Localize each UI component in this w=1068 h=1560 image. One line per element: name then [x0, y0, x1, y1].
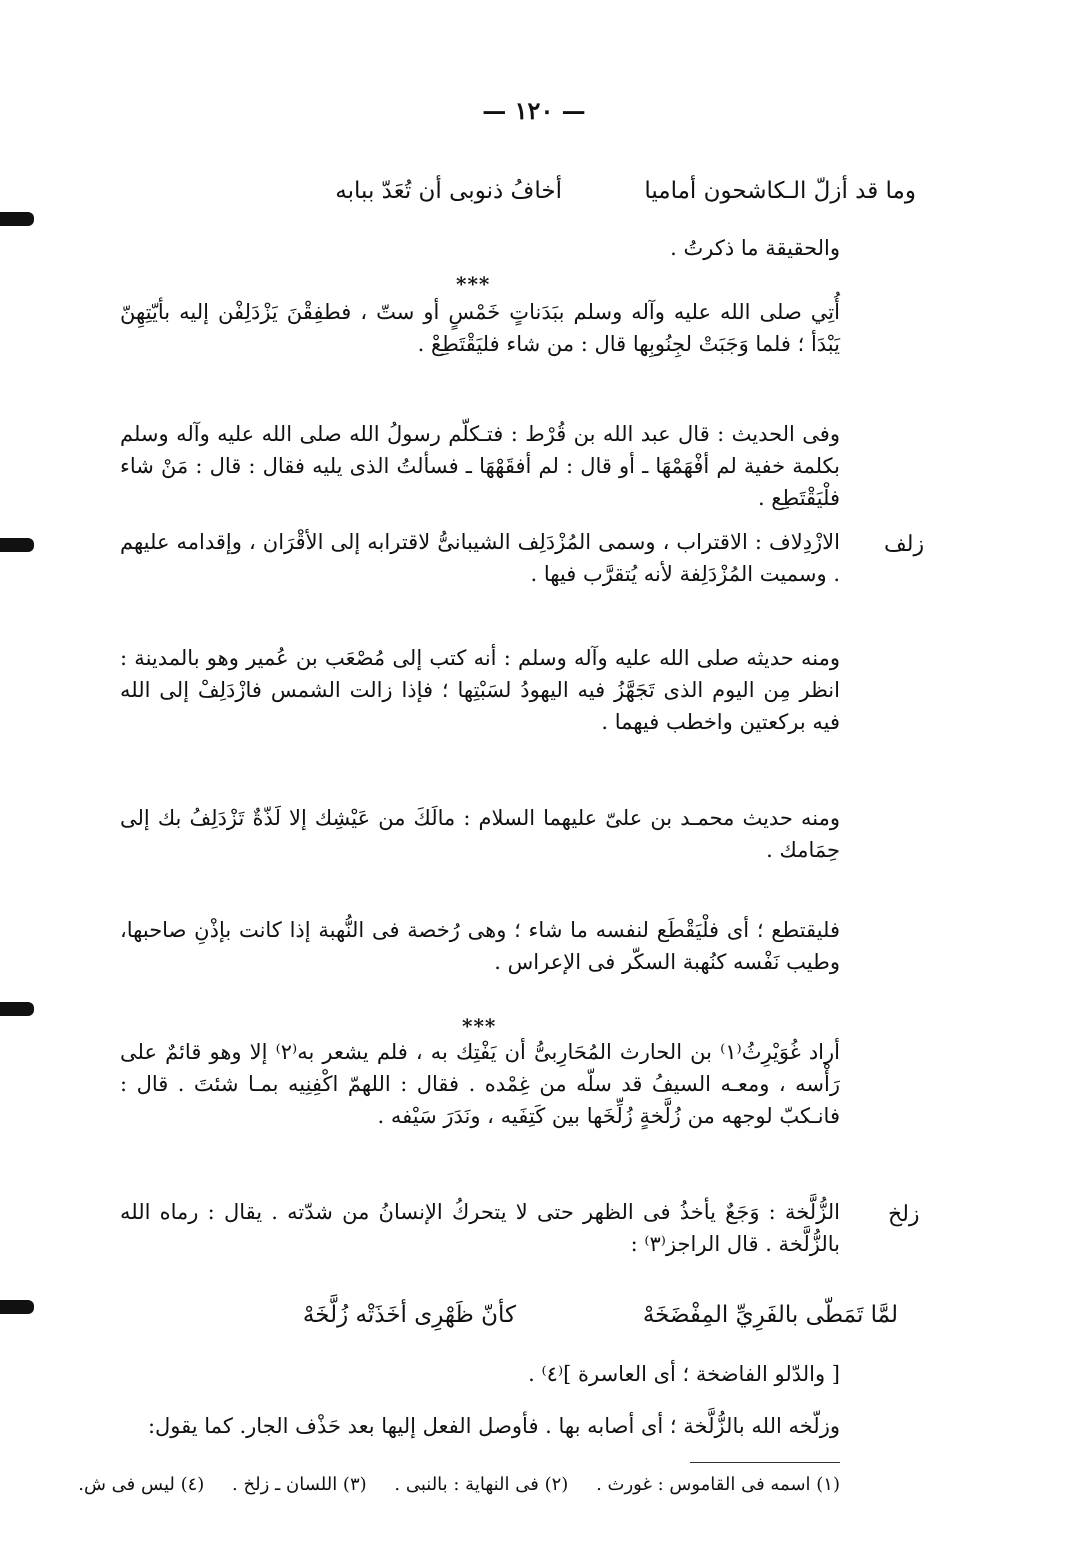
section-divider-stars: *** — [462, 1014, 497, 1038]
scan-edge-mark — [0, 538, 34, 552]
paragraph-zallakhahu: وزلّخه الله بالزُّلَّخة ؛ أى أصابه بها . فأوصل الفعل إليها بعد حَذْف الجار. كما يقول: — [147, 1414, 840, 1438]
footnote-3: (٣) اللسان ـ زلخ . — [232, 1474, 367, 1495]
paragraph-izdilaf-definition: الازْدِلاف : الاقتراب ، وسمى المُزْدَلِف الشيبانىُّ لاقترابه إلى الأقْرَان ، وإقدامه عليهم . وسميت المُزْدَلِفة لأنه يُتقرَّب فيها . — [120, 530, 840, 586]
paragraph-hadith-badanat: أُتِي صلى الله عليه وآله وسلم ببَدَناتٍ خَمْسٍ أو ستّ ، فطفِقْنَ يَزْدَلِفْن إليه بأيّتِهِنّ يَبْدَأ ؛ فلما وَجَبَتْ لجِنُوبِها قال : من شاء فليَقْتَطِعْ . — [120, 300, 840, 356]
footnotes — [78, 1472, 840, 1498]
paragraph-hadith-musab: ومنه حديثه صلى الله عليه وآله وسلم : أنه كتب إلى مُصْعَب بن عُمير وهو بالمدينة : انظر مِن اليوم الذى تَجَهَّزُ فيه اليهودُ لسَبْتِها ؛ فإذا زالت الشمس فازْدَلِفْ إلى الله فيه بركعتين واخطب فيهما . — [120, 646, 840, 734]
page-number: — ١٢٠ — — [482, 96, 586, 125]
scan-edge-mark — [0, 1002, 34, 1016]
scan-edge-mark — [0, 1300, 34, 1314]
verse-1-first-hemistich: أخافُ ذنوبى أن تُعَدّ ببابه — [335, 178, 562, 204]
scan-edge-mark — [0, 212, 34, 226]
verse-2-second-hemistich: لمَّا تَمَطّى بالفَرِيِّ المِفْضَخَهْ — [642, 1302, 898, 1328]
section-divider-stars: *** — [456, 272, 491, 296]
footnote-1: (١) اسمه فى القاموس : غورث . — [596, 1474, 840, 1495]
paragraph-hadith-muhammad: ومنه حديث محمـد بن علىّ عليهما السلام : مالَكَ من عَيْشِك إلا لَذّةٌ تَزْدَلِفُ بك إلى حِمَامك . — [120, 806, 840, 862]
margin-entry-zalaf: زلف — [884, 532, 925, 557]
margin-entry-zalakh: زلخ — [888, 1202, 920, 1227]
paragraph-conclusion: والحقيقة ما ذكرتُ . — [670, 236, 840, 260]
paragraph-hadith-abdallah: وفى الحديث : قال عبد الله بن قُرْط : فتـكلّم رسولُ الله صلى الله عليه وآله وسلم بكلمة خفية لم أفْهَمْهَا ـ أو قال : لم أفقَهْهَا ـ فسألتُ الذى يليه فقال : قال : مَنْ شاء فلْيَقْتَطِع . — [120, 422, 840, 510]
paragraph-faliyaqtati-explanation: فليقتطع ؛ أى فلْيَقْطَع لنفسه ما شاء ؛ وهى رُخصة فى النُّهبة إذا كانت بإذْنِ صاحبها، وطيب نَفْسه كنُهبة السكّر فى الإعراس . — [120, 918, 840, 974]
footnote-2: (٢) فى النهاية : بالنبى . — [394, 1474, 569, 1495]
paragraph-bracketed-gloss: [ والدّلو الفاضخة ؛ أى العاسرة ]⁽٤⁾ . — [528, 1362, 840, 1386]
verse-2-first-hemistich: كأنّ ظَهْرِى أخَذَتْه زُلَّخَهْ — [302, 1302, 516, 1328]
footnote-divider — [690, 1462, 840, 1463]
paragraph-zullakha-definition: الزُّلَّخة : وَجَعٌ يأخذُ فى الظهر حتى لا يتحركُ الإنسانُ من شدّته . يقال : رماه الله بالزُّلَّخة . قال الراجز⁽٣⁾ : — [120, 1200, 840, 1256]
paragraph-ghuwayrith: أراد غُوَيْرِثُ⁽١⁾ بن الحارث المُحَارِبىُّ أن يَفْتِك به ، فلم يشعر به⁽٢⁾ إلا وهو قائمٌ على رَأْسه ، ومعـه السيفُ قد سلّه من غِمْده . فقال : اللهمّ اكْفِنِيه بمـا شئتَ . قال : فانـكبّ لوجهه من زُلَّخةٍ زُلِّخَها بين كَتِفَيه ، ونَدَرَ سَيْفه . — [120, 1040, 840, 1128]
verse-1-second-hemistich: وما قد أزلّ الـكاشحون أماميا — [644, 178, 916, 204]
footnote-4: (٤) ليس فى ش. — [78, 1474, 205, 1495]
